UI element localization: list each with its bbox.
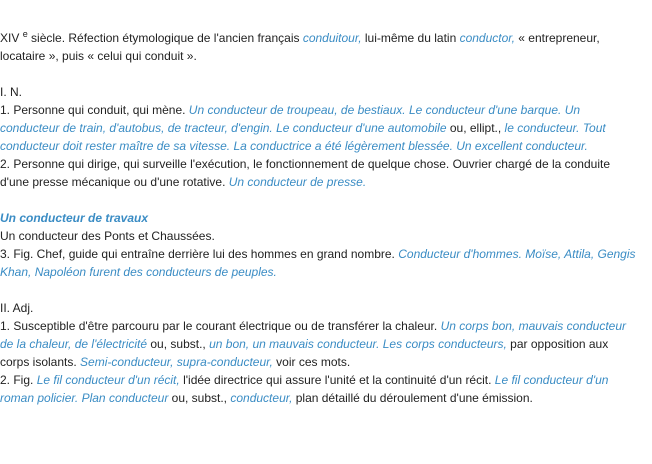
definition-3-line-2 xyxy=(0,263,650,281)
example-text: roman policier. Plan conducteur xyxy=(0,391,169,405)
example-text: de la chaleur, de l'électricité xyxy=(0,337,148,351)
example-text: le conducteur. Tout xyxy=(504,121,606,135)
section-heading-noun: I. N. xyxy=(0,85,23,99)
example-text: Khan, Napoléon furent des conducteurs de peuples. xyxy=(0,265,277,279)
example-text: Un corps bon, mauvais conducteur xyxy=(440,319,626,333)
definition-text: ou, subst., xyxy=(168,391,231,405)
etymology-text: « entrepreneur, xyxy=(514,31,600,45)
adj-definition-1-line-1 xyxy=(0,317,650,335)
definition-text: 1. Personne qui conduit, qui mène. xyxy=(0,103,189,117)
example-text: un bon, un mauvais conducteur. Les corps conducteurs, xyxy=(209,337,507,351)
etymology-line-1 xyxy=(0,29,650,47)
definition-text: par opposition aux xyxy=(506,337,609,351)
definition-text: d'une presse mécanique ou d'une rotative. xyxy=(0,175,229,189)
definition-text: plan détaillé du déroulement d'une émission. xyxy=(292,391,533,405)
definition-text: l'idée directrice qui assure l'unité et la continuité d'un récit. xyxy=(179,373,495,387)
section-heading-adjective: II. Adj. xyxy=(0,301,34,315)
definition-text: corps isolants. xyxy=(0,355,81,369)
definition-text: 1. Susceptible d'être parcouru par le courant électrique ou de transférer la chaleur. xyxy=(0,319,441,333)
example-conduitour: conduitour, xyxy=(302,31,362,45)
adj-definition-1-line-2 xyxy=(0,335,650,353)
definition-text: ou, subst., xyxy=(147,337,210,351)
definition-text: ou, ellipt., xyxy=(446,121,505,135)
example-text: Un conducteur de presse. xyxy=(228,175,367,189)
definition-2-line-2 xyxy=(0,173,650,191)
etymology-text: siècle. Réfection étymologique de l'ancien français xyxy=(27,31,303,45)
example-conductor: conductor, xyxy=(459,31,515,45)
century: XIV xyxy=(0,31,20,45)
subentry-title: Un conducteur de travaux xyxy=(0,211,149,225)
definition-text: voir ces mots. xyxy=(272,355,351,369)
definition-1-line-3 xyxy=(0,137,650,155)
definition-text: 3. Fig. Chef, guide qui entraîne derrière lui des hommes en grand nombre. xyxy=(0,247,399,261)
definition-1-line-2 xyxy=(0,119,650,137)
spacer xyxy=(0,65,650,83)
definition-2-line-1: 2. Personne qui dirige, qui surveille l'exécution, le fonctionnement de quelque chose. Ouvrier chargé de la conduite xyxy=(0,157,611,171)
etymology-text: lui-même du latin xyxy=(361,31,460,45)
adj-definition-1-line-3 xyxy=(0,353,650,371)
dictionary-entry xyxy=(0,29,650,407)
example-text: Le fil conducteur d'un récit, xyxy=(36,373,180,387)
spacer xyxy=(0,191,650,209)
definition-1-line-1 xyxy=(0,101,650,119)
example-text: conducteur doit rester maître de sa vitesse. La conductrice a été légèrement blessée. Un excellent conducteur. xyxy=(0,139,588,153)
example-text: conducteur de train, d'autobus, de tracteur, d'engin. Le conducteur d'une automobile xyxy=(0,121,447,135)
example-text: Semi-conducteur, supra-conducteur, xyxy=(80,355,273,369)
example-text: Le fil conducteur d'un xyxy=(494,373,609,387)
adj-definition-2-line-2 xyxy=(0,389,650,407)
etymology-line-2: locataire », puis « celui qui conduit ». xyxy=(0,49,197,63)
century-superscript: e xyxy=(22,29,28,39)
example-text: Conducteur d'hommes. Moïse, Attila, Gengis xyxy=(398,247,636,261)
adj-definition-2-line-1 xyxy=(0,371,650,389)
definition-3-line-1 xyxy=(0,245,650,263)
definition-text: 2. Fig. xyxy=(0,373,37,387)
example-text: Un conducteur de troupeau, de bestiaux. Le conducteur d'une barque. Un xyxy=(188,103,581,117)
example-text: conducteur, xyxy=(230,391,293,405)
spacer xyxy=(0,281,650,299)
subentry-line: Un conducteur des Ponts et Chaussées. xyxy=(0,229,215,243)
